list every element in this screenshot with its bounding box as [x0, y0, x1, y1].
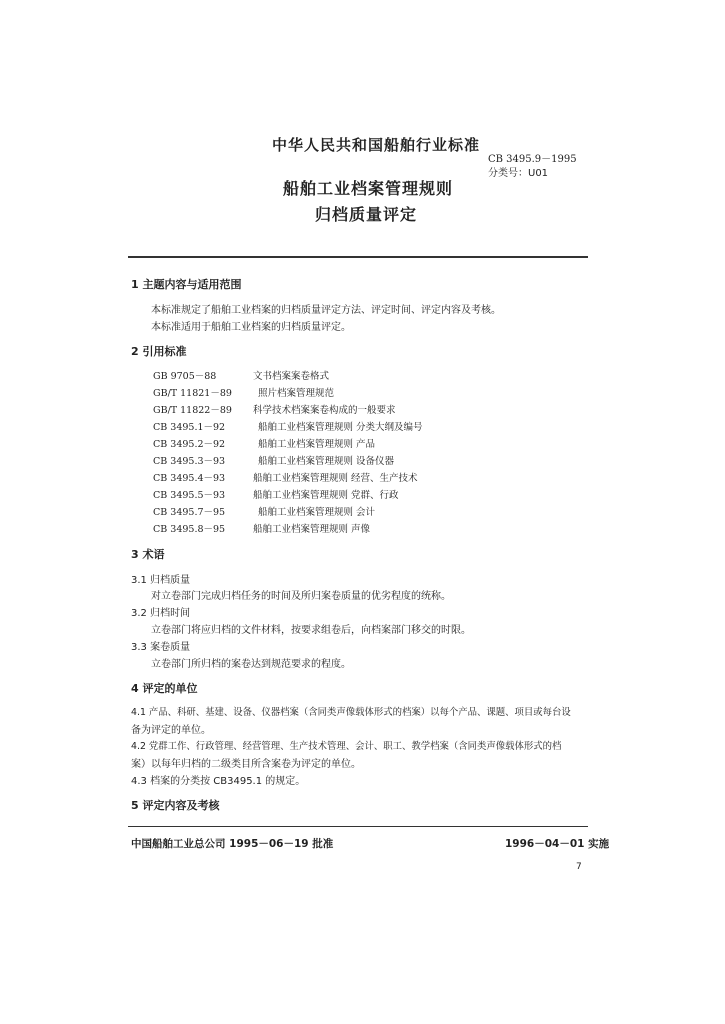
reference-title: 船舶工业档案管理规则 党群、行政	[253, 490, 399, 501]
reference-title: 照片档案管理规范	[258, 388, 335, 399]
term-3-3-heading: 3.3 案卷质量	[131, 642, 191, 653]
reference-code: CB 3495.3－93	[153, 456, 226, 467]
reference-code: CB 3495.1－92	[153, 422, 226, 433]
reference-code: GB/T 11822－89	[153, 405, 232, 416]
section-5-heading: 5 评定内容及考核	[131, 799, 220, 812]
clause-4-1-line-1: 4.1 产品、科研、基建、设备、仪器档案（含同类声像载体形式的档案）以每个产品、课题、项目或每台设	[131, 707, 571, 718]
classification-number: 分类号：U01	[488, 168, 549, 179]
reference-code: CB 3495.5－93	[153, 490, 226, 501]
issuing-organization: 中华人民共和国船舶行业标准	[272, 136, 481, 154]
clause-4-3: 4.3 档案的分类按 CB3495.1 的规定。	[131, 776, 306, 787]
document-title: 船舶工业档案管理规则	[283, 179, 454, 198]
section-2-heading: 2 引用标准	[131, 345, 187, 358]
reference-title: 船舶工业档案管理规则 分类大纲及编号	[258, 422, 423, 433]
effective-date: 1996－04－01 实施	[505, 838, 610, 850]
reference-title: 船舶工业档案管理规则 经营、生产技术	[253, 473, 418, 484]
reference-title: 船舶工业档案管理规则 会计	[258, 507, 376, 518]
reference-title: 船舶工业档案管理规则 产品	[258, 439, 376, 450]
term-3-1-heading: 3.1 归档质量	[131, 575, 191, 586]
reference-code: CB 3495.2－92	[153, 439, 226, 450]
reference-code: GB/T 11821－89	[153, 388, 232, 399]
standard-number: CB 3495.9－1995	[488, 154, 577, 165]
footer-divider	[128, 826, 588, 827]
section-4-heading: 4 评定的单位	[131, 682, 198, 695]
reference-title: 科学技术档案案卷构成的一般要求	[253, 405, 396, 416]
reference-code: CB 3495.7－95	[153, 507, 226, 518]
reference-code: CB 3495.4－93	[153, 473, 226, 484]
term-3-2-heading: 3.2 归档时间	[131, 608, 191, 619]
document-subtitle: 归档质量评定	[315, 205, 418, 224]
section-1-text-2: 本标准适用于船舶工业档案的归档质量评定。	[151, 322, 351, 333]
section-1-heading: 1 主题内容与适用范围	[131, 278, 242, 291]
reference-code: GB 9705－88	[153, 371, 217, 382]
clause-4-1-line-2: 备为评定的单位。	[131, 725, 211, 736]
header-divider	[128, 256, 588, 258]
reference-title: 文书档案案卷格式	[253, 371, 330, 382]
page-number: 7	[576, 862, 582, 872]
term-3-1-definition: 对立卷部门完成归档任务的时间及所归案卷质量的优劣程度的统称。	[151, 591, 451, 602]
section-1-text-1: 本标准规定了船舶工业档案的归档质量评定方法、评定时间、评定内容及考核。	[151, 305, 501, 316]
approval-line: 中国船舶工业总公司 1995－06－19 批准	[131, 838, 334, 850]
reference-title: 船舶工业档案管理规则 设备仪器	[258, 456, 395, 467]
clause-4-2-line-1: 4.2 党群工作、行政管理、经营管理、生产技术管理、会计、职工、教学档案（含同类声像载体形式的档	[131, 741, 562, 752]
clause-4-2-line-2: 案）以每年归档的二级类目所含案卷为评定的单位。	[131, 759, 361, 770]
section-3-heading: 3 术语	[131, 548, 165, 561]
term-3-2-definition: 立卷部门将应归档的文件材料，按要求组卷后，向档案部门移交的时限。	[151, 625, 471, 636]
reference-title: 船舶工业档案管理规则 声像	[253, 524, 371, 535]
reference-code: CB 3495.8－95	[153, 524, 226, 535]
term-3-3-definition: 立卷部门所归档的案卷达到规范要求的程度。	[151, 659, 351, 670]
